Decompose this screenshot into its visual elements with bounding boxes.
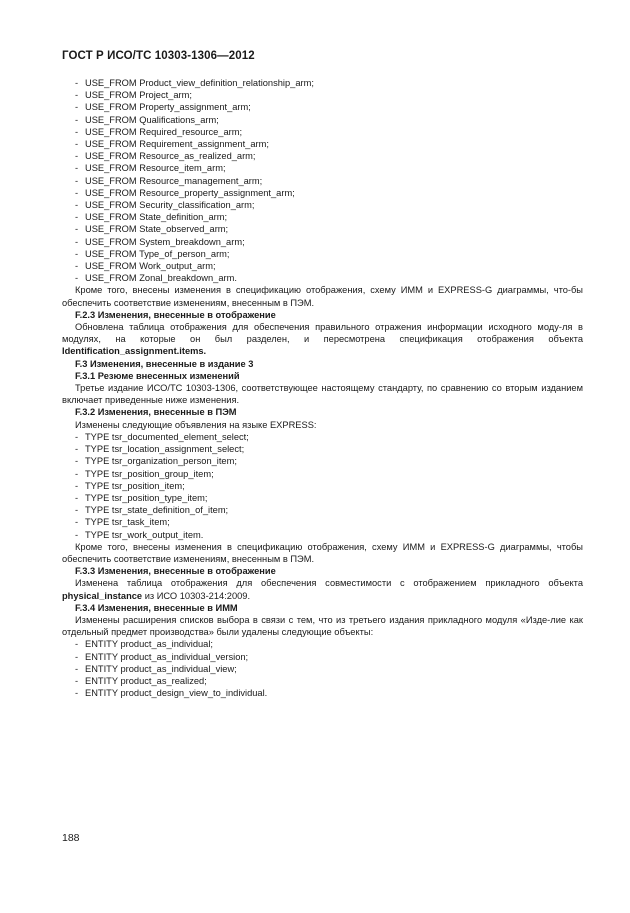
list-item: - USE_FROM Security_classification_arm; <box>75 200 255 211</box>
entity-list <box>62 638 583 699</box>
list-item: - TYPE tsr_location_assignment_select; <box>75 444 245 455</box>
list-item: - ENTITY product_as_individual_version; <box>75 651 249 662</box>
paragraph: Кроме того, внесены изменения в спецификацию отображения, схему ИММ и EXPRESS-G диаграммы, чтобы обеспечить соответствие изменениям, внесенным в ПЭМ. <box>62 541 583 564</box>
paragraph: Обновлена таблица отображения для обеспечения правильного отражения информации исходного моду-ля в модулях, на которые он был разделен, и пересмотрена спецификация отображения объекта Identification_assignment.items. <box>62 322 583 357</box>
list-item: - USE_FROM Resource_property_assignment_arm; <box>75 187 295 198</box>
list-item: - USE_FROM Property_assignment_arm; <box>75 102 251 113</box>
list-item: - ENTITY product_as_realized; <box>75 675 207 686</box>
section-heading: F.2.3 Изменения, внесенные в отображение <box>75 309 276 320</box>
list-item: - USE_FROM State_observed_arm; <box>75 224 229 235</box>
list-item: - ENTITY product_design_view_to_individual. <box>75 688 268 699</box>
page-number: 188 <box>62 832 80 844</box>
paragraph: Изменены следующие объявления на языке EXPRESS: <box>75 419 317 430</box>
section-heading: F.3.1 Резюме внесенных изменений <box>75 370 240 381</box>
list-item: - USE_FROM Resource_item_arm; <box>75 163 226 174</box>
list-item: - USE_FROM Product_view_definition_relationship_arm; <box>75 78 314 88</box>
list-item: - USE_FROM Required_resource_arm; <box>75 126 243 137</box>
list-item: - USE_FROM System_breakdown_arm; <box>75 236 245 247</box>
list-item: - USE_FROM Qualifications_arm; <box>75 114 219 125</box>
list-item: - USE_FROM State_definition_arm; <box>75 212 228 223</box>
document-header: ГОСТ Р ИСО/ТС 10303-1306—2012 <box>62 50 255 62</box>
section-heading: F.3.2 Изменения, внесенные в ПЭМ <box>75 407 237 418</box>
list-item: - TYPE tsr_state_definition_of_item; <box>75 505 229 516</box>
list-item: - USE_FROM Work_output_arm; <box>75 261 216 272</box>
paragraph: Изменена таблица отображения для обеспечения совместимости с отображением прикладного объекта physical_instance из ИСО 10303-214:2009. <box>62 578 583 601</box>
section-heading: F.3.3 Изменения, внесенные в отображение <box>75 566 276 577</box>
list-item: - USE_FROM Resource_management_arm; <box>75 175 263 186</box>
list-item: - ENTITY product_as_individual; <box>75 639 213 650</box>
list-item: - ENTITY product_as_individual_view; <box>75 663 237 674</box>
list-item: - TYPE tsr_position_item; <box>75 480 185 491</box>
use-from-list <box>62 77 583 284</box>
list-item: - USE_FROM Project_arm; <box>75 90 192 101</box>
paragraph: Третье издание ИСО/ТС 10303-1306, соответствующее настоящему стандарту, по сравнению со вторым изданием включает приведенные ниже изменения. <box>62 383 583 406</box>
paragraph: Изменены расширения списков выбора в связи с тем, что из третьего издания прикладного модуля «Изде-лие как отдельный предмет производства» были удалены следующие объекты: <box>62 614 583 638</box>
list-item: - TYPE tsr_position_group_item; <box>75 468 214 479</box>
type-list <box>62 431 583 541</box>
list-item: - TYPE tsr_organization_person_item; <box>75 456 237 467</box>
list-item: - USE_FROM Type_of_person_arm; <box>75 248 230 259</box>
section-heading: F.3 Изменения, внесенные в издание 3 <box>75 358 254 369</box>
list-item: - TYPE tsr_position_type_item; <box>75 492 208 503</box>
page-content <box>62 77 583 699</box>
paragraph: Кроме того, внесены изменения в спецификацию отображения, схему ИММ и EXPRESS-G диаграммы, что-бы обеспечить соответствие изменениям, внесенным в ПЭМ. <box>62 285 583 308</box>
list-item: - TYPE tsr_documented_element_select; <box>75 431 249 442</box>
list-item: - USE_FROM Resource_as_realized_arm; <box>75 151 256 162</box>
section-heading: F.3.4 Изменения, внесенные в ИММ <box>75 602 238 613</box>
list-item: - USE_FROM Requirement_assignment_arm; <box>75 139 269 150</box>
list-item: - TYPE tsr_task_item; <box>75 517 170 528</box>
list-item: - TYPE tsr_work_output_item. <box>75 529 204 540</box>
list-item: - USE_FROM Zonal_breakdown_arm. <box>75 273 237 284</box>
